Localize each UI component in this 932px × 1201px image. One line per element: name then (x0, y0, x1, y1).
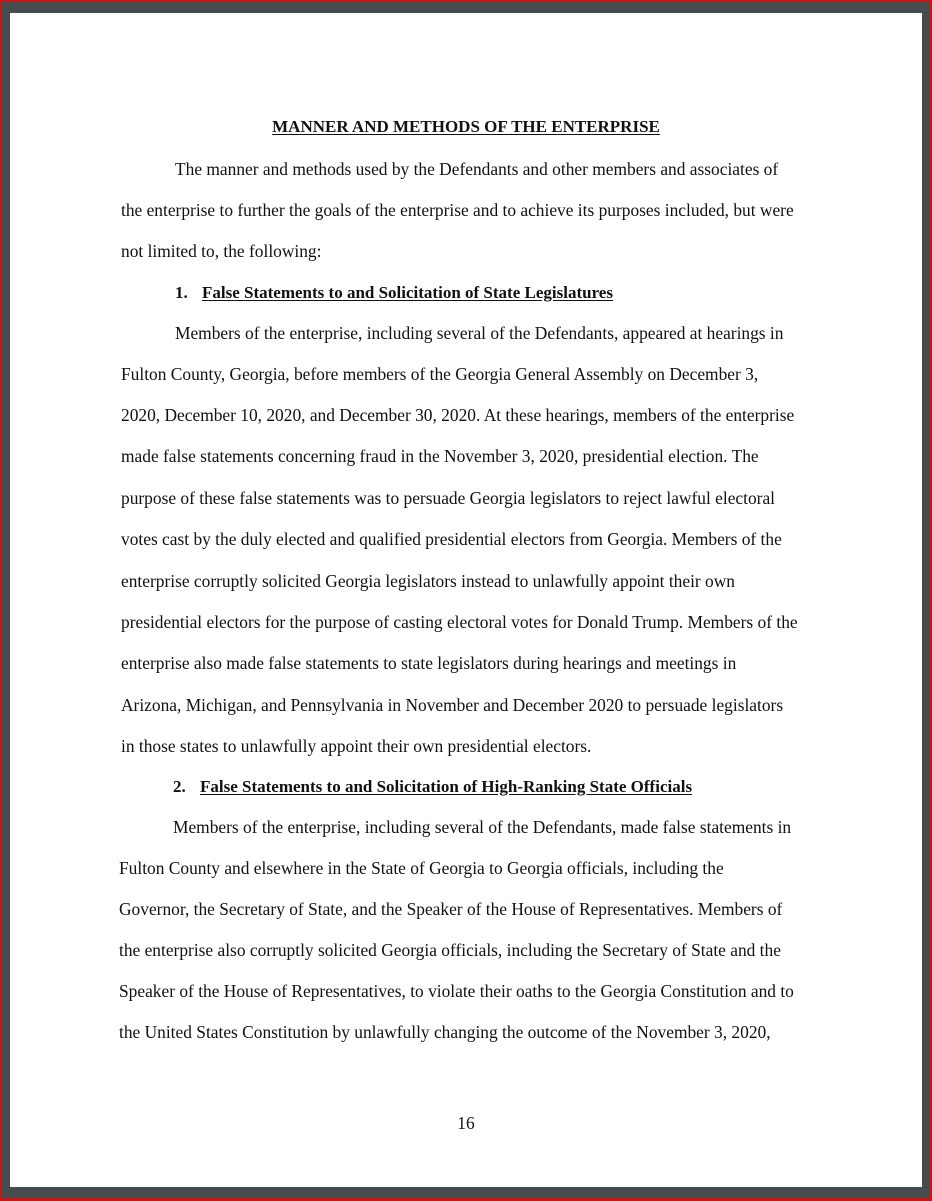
page-number: 16 (457, 1113, 475, 1133)
section-number: 2. (173, 777, 186, 796)
text-line: enterprise corruptly solicited Georgia legislators instead to unlawfully appoint their own (121, 571, 735, 591)
text-line: the enterprise also corruptly solicited Georgia officials, including the Secretary of State and the (119, 940, 781, 960)
text-line: in those states to unlawfully appoint their own presidential electors. (121, 736, 592, 756)
section-title: MANNER AND METHODS OF THE ENTERPRISE (272, 117, 660, 136)
text-line: Arizona, Michigan, and Pennsylvania in November and December 2020 to persuade legislators (121, 695, 784, 715)
text-line: the enterprise to further the goals of the enterprise and to achieve its purposes included, but were (121, 200, 794, 220)
text-line: presidential electors for the purpose of casting electoral votes for Donald Trump. Members of the (121, 612, 798, 632)
section-heading-text: False Statements to and Solicitation of High-Ranking State Officials (200, 777, 693, 796)
text-line: enterprise also made false statements to state legislators during hearings and meetings in (121, 653, 737, 673)
document-page (10, 13, 922, 1187)
text-line: made false statements concerning fraud in the November 3, 2020, presidential election. The (121, 446, 759, 466)
text-line: The manner and methods used by the Defendants and other members and associates of (175, 159, 779, 179)
text-line: 2020, December 10, 2020, and December 30, 2020. At these hearings, members of the enterprise (121, 405, 795, 425)
section-heading-text: False Statements to and Solicitation of State Legislatures (202, 283, 613, 302)
text-line: Fulton County and elsewhere in the State of Georgia to Georgia officials, including the (119, 858, 724, 878)
text-line: Members of the enterprise, including several of the Defendants, made false statements in (173, 817, 792, 837)
text-line: votes cast by the duly elected and qualified presidential electors from Georgia. Members of the (121, 529, 782, 549)
text-line: Governor, the Secretary of State, and the Speaker of the House of Representatives. Members of (119, 899, 783, 919)
text-line: the United States Constitution by unlawfully changing the outcome of the November 3, 2020, (119, 1022, 771, 1042)
text-line: Speaker of the House of Representatives, to violate their oaths to the Georgia Constitution and to (119, 981, 794, 1001)
text-line: not limited to, the following: (121, 241, 322, 261)
text-line: Fulton County, Georgia, before members of the Georgia General Assembly on December 3, (121, 364, 759, 384)
section-heading-2 (173, 777, 692, 797)
section-heading-1 (175, 283, 613, 303)
text-line: purpose of these false statements was to persuade Georgia legislators to reject lawful electoral (121, 488, 776, 508)
text-line: Members of the enterprise, including several of the Defendants, appeared at hearings in (175, 323, 784, 343)
section-number: 1. (175, 283, 188, 302)
